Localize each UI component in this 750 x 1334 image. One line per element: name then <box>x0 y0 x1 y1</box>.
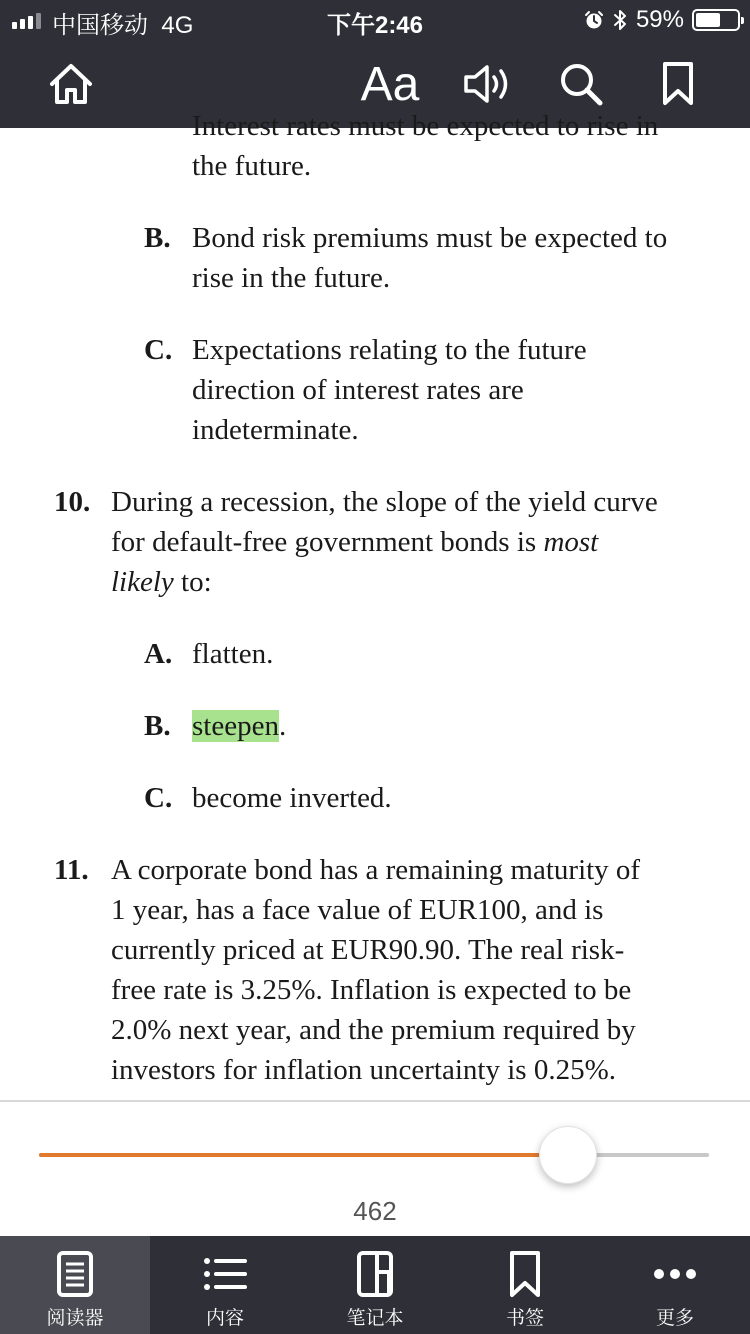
option-text: rise in the future. <box>192 262 391 294</box>
network-label: 4G <box>161 12 194 39</box>
battery-percent: 59% <box>635 6 684 33</box>
option-text: indeterminate. <box>192 414 359 446</box>
option-label: B. <box>144 710 171 742</box>
notebook-icon <box>350 1250 400 1298</box>
question-text: likely to: <box>111 566 212 598</box>
progress-slider[interactable] <box>39 1153 709 1157</box>
option-text: the future. <box>192 150 312 182</box>
page-number: 462 <box>353 1196 397 1226</box>
question-text: free rate is 3.25%. Inflation is expected to be <box>111 974 632 1006</box>
option-text: Bond risk premiums must be expected to <box>192 222 668 254</box>
search-icon <box>558 61 604 107</box>
tab-label: 内容 <box>205 1307 244 1329</box>
option-label: A. <box>144 638 173 670</box>
option-text: flatten. <box>192 638 274 670</box>
list-icon <box>200 1250 250 1298</box>
question-text: investors for inflation uncertainty is 0.25%. <box>111 1054 616 1086</box>
option-label: C. <box>144 334 173 366</box>
question-text: for default-free government bonds is most <box>111 526 599 558</box>
option-text: steepen. <box>192 710 287 742</box>
status-time: 下午2:46 <box>326 12 424 39</box>
tab-more[interactable] <box>600 1236 750 1334</box>
tab-contents[interactable] <box>150 1236 300 1334</box>
bookmark-button[interactable] <box>652 40 704 128</box>
speaker-icon <box>461 62 513 106</box>
more-icon <box>650 1250 700 1298</box>
carrier-label: 中国移动 4G <box>52 12 194 39</box>
battery-fill <box>696 13 720 27</box>
question-text: 1 year, has a face value of EUR100, and is <box>111 894 604 926</box>
status-bar <box>0 0 750 40</box>
tab-label: 书签 <box>505 1307 544 1329</box>
tab-label: 更多 <box>655 1307 694 1329</box>
highlighted-text[interactable]: steepen <box>192 710 279 742</box>
home-icon <box>49 62 93 106</box>
slider-handle[interactable] <box>539 1126 597 1184</box>
question-text: During a recession, the slope of the yield curve <box>111 486 658 518</box>
option-text: become inverted. <box>192 782 392 814</box>
option-text: Expectations relating to the future <box>192 334 587 366</box>
question-text: 2.0% next year, and the premium required by <box>111 1014 636 1046</box>
tab-label: 阅读器 <box>46 1307 104 1329</box>
option-text: Interest rates must be expected to rise in <box>192 110 659 142</box>
alarm-icon <box>584 10 604 30</box>
question-number: 11. <box>54 854 89 886</box>
progress-fill <box>39 1153 568 1157</box>
reader-content <box>0 110 750 1100</box>
option-label: C. <box>144 782 173 814</box>
question-text: A corporate bond has a remaining maturity of <box>111 854 641 886</box>
tab-bookmarks[interactable] <box>450 1236 600 1334</box>
bluetooth-icon <box>612 8 628 32</box>
tab-label: 笔记本 <box>346 1307 404 1329</box>
bookmark-icon <box>500 1250 550 1298</box>
bookmark-icon <box>662 61 694 107</box>
reader-icon <box>50 1250 100 1298</box>
tab-notebook[interactable] <box>300 1236 450 1334</box>
battery-icon <box>692 9 740 31</box>
question-number: 10. <box>54 486 91 518</box>
font-size-button[interactable]: Aa <box>360 57 420 111</box>
divider <box>0 1100 750 1102</box>
option-label: B. <box>144 222 171 254</box>
home-button[interactable] <box>40 40 102 128</box>
option-text: direction of interest rates are <box>192 374 524 406</box>
bottom-tab-bar <box>0 1236 750 1334</box>
question-text: currently priced at EUR90.90. The real risk- <box>111 934 625 966</box>
tab-reader[interactable] <box>0 1236 150 1334</box>
status-right <box>584 6 740 34</box>
